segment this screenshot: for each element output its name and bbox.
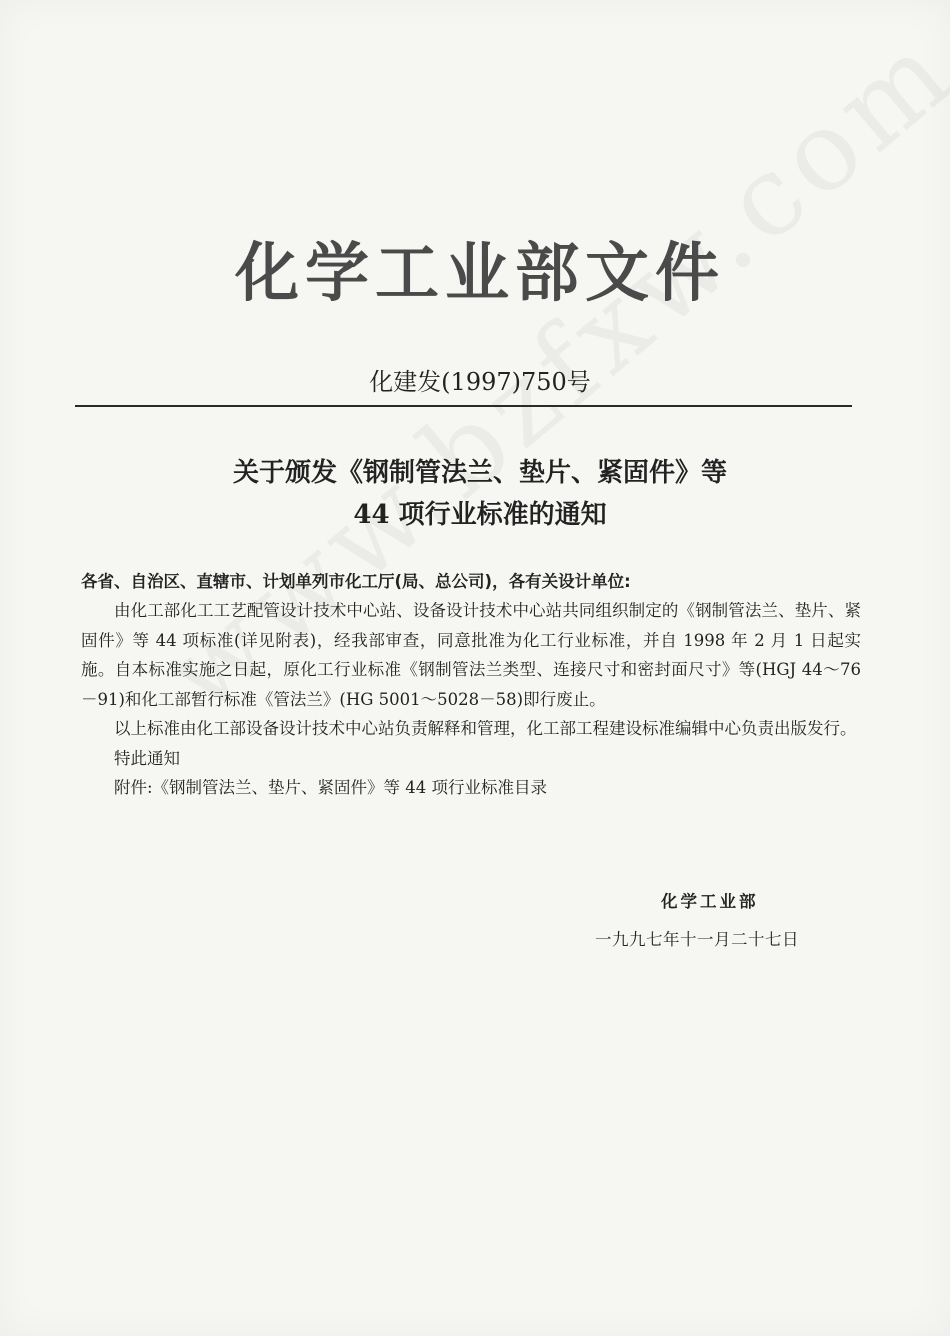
body-paragraph-notice: 特此通知 — [114, 748, 180, 768]
agency-title: 化学工业部文件 — [235, 237, 725, 311]
body-paragraph-attachment: 附件:《钢制管法兰、垫片、紧固件》等 44 项行业标准目录 — [114, 778, 548, 797]
signature-block — [595, 888, 855, 950]
body-paragraph-responsibility: 以上标准由化工部设备设计技术中心站负责解释和管理，化工部工程建设标准编辑中心负责出版发行。 — [114, 719, 857, 738]
signature-organization: 化学工业部 — [661, 892, 759, 911]
notice-body — [81, 596, 861, 803]
body-paragraph-main: 由化工部化工工艺配管设计技术中心站、设备设计技术中心站共同组织制定的《钢制管法兰、垫片、紧固件》等 44 项标准(详见附表)，经我部审查，同意批准为化工行业标准，并自 1998 年 2 月 1 日起实施。自本标准实施之日起，原化工行业标准《钢制管法兰类型、连接尺寸和密封面尺寸》等(HGJ 44～76－91)和化工部暂行标准《管法兰》(HG 5001～5028－58)即行废止。 — [81, 601, 861, 709]
document-number: 化建发(1997)750号 — [369, 368, 591, 396]
notice-title — [0, 452, 950, 536]
notice-title-line-2: 44 项行业标准的通知 — [353, 500, 607, 530]
signature-date: 一九九七年十一月二十七日 — [595, 930, 799, 949]
header-divider — [75, 405, 852, 407]
notice-title-line-1: 关于颁发《钢制管法兰、垫片、紧固件》等 — [232, 458, 727, 488]
salutation: 各省、自治区、直辖市、计划单列市化工厅(局、总公司)，各有关设计单位: — [81, 572, 631, 591]
